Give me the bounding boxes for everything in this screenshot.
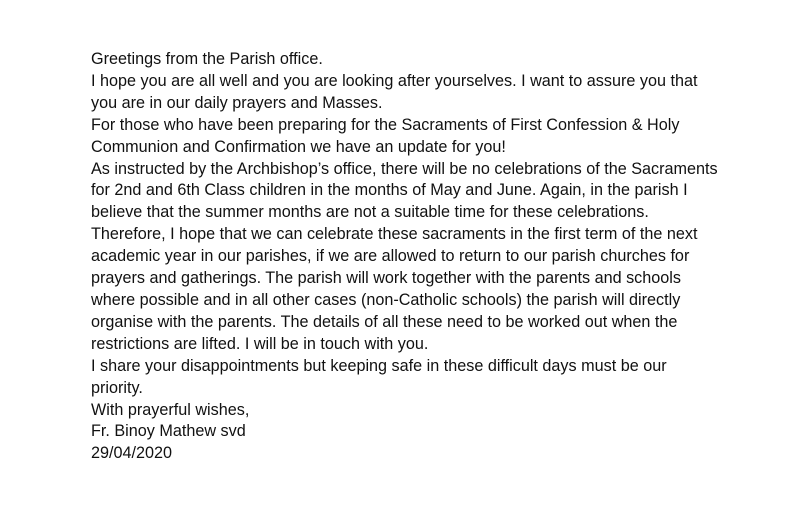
body-line: for 2nd and 6th Class children in the months of May and June. Again, in the parish I xyxy=(91,181,688,200)
body-line: Therefore, I hope that we can celebrate these sacraments in the first term of the next xyxy=(91,225,698,244)
body-line: believe that the summer months are not a suitable time for these celebrations. xyxy=(91,203,649,222)
body-line: where possible and in all other cases (non-Catholic schools) the parish will directly xyxy=(91,290,681,309)
letter-body xyxy=(91,49,751,465)
letter-date: 29/04/2020 xyxy=(91,444,173,463)
body-line: I hope you are all well and you are looking after yourselves. I want to assure you that xyxy=(91,71,698,90)
body-line: you are in our daily prayers and Masses. xyxy=(91,93,383,112)
body-line: academic year in our parishes, if we are allowed to return to our parish churches for xyxy=(91,247,690,266)
body-line: organise with the parents. The details of all these need to be worked out when the xyxy=(91,312,678,331)
closing-line: With prayerful wishes, xyxy=(91,400,250,419)
body-line: prayers and gatherings. The parish will work together with the parents and schools xyxy=(91,269,681,288)
greeting-line: Greetings from the Parish office. xyxy=(91,50,323,68)
body-line: For those who have been preparing for the Sacraments of First Confession & Holy xyxy=(91,115,680,134)
body-line: restrictions are lifted. I will be in touch with you. xyxy=(91,334,429,353)
signature-name: Fr. Binoy Mathew svd xyxy=(91,422,246,441)
body-line: I share your disappointments but keeping safe in these difficult days must be our xyxy=(91,356,667,375)
body-line: priority. xyxy=(91,378,143,397)
body-line: Communion and Confirmation we have an update for you! xyxy=(91,137,506,156)
body-line: As instructed by the Archbishop’s office, there will be no celebrations of the Sacraments xyxy=(91,159,718,178)
